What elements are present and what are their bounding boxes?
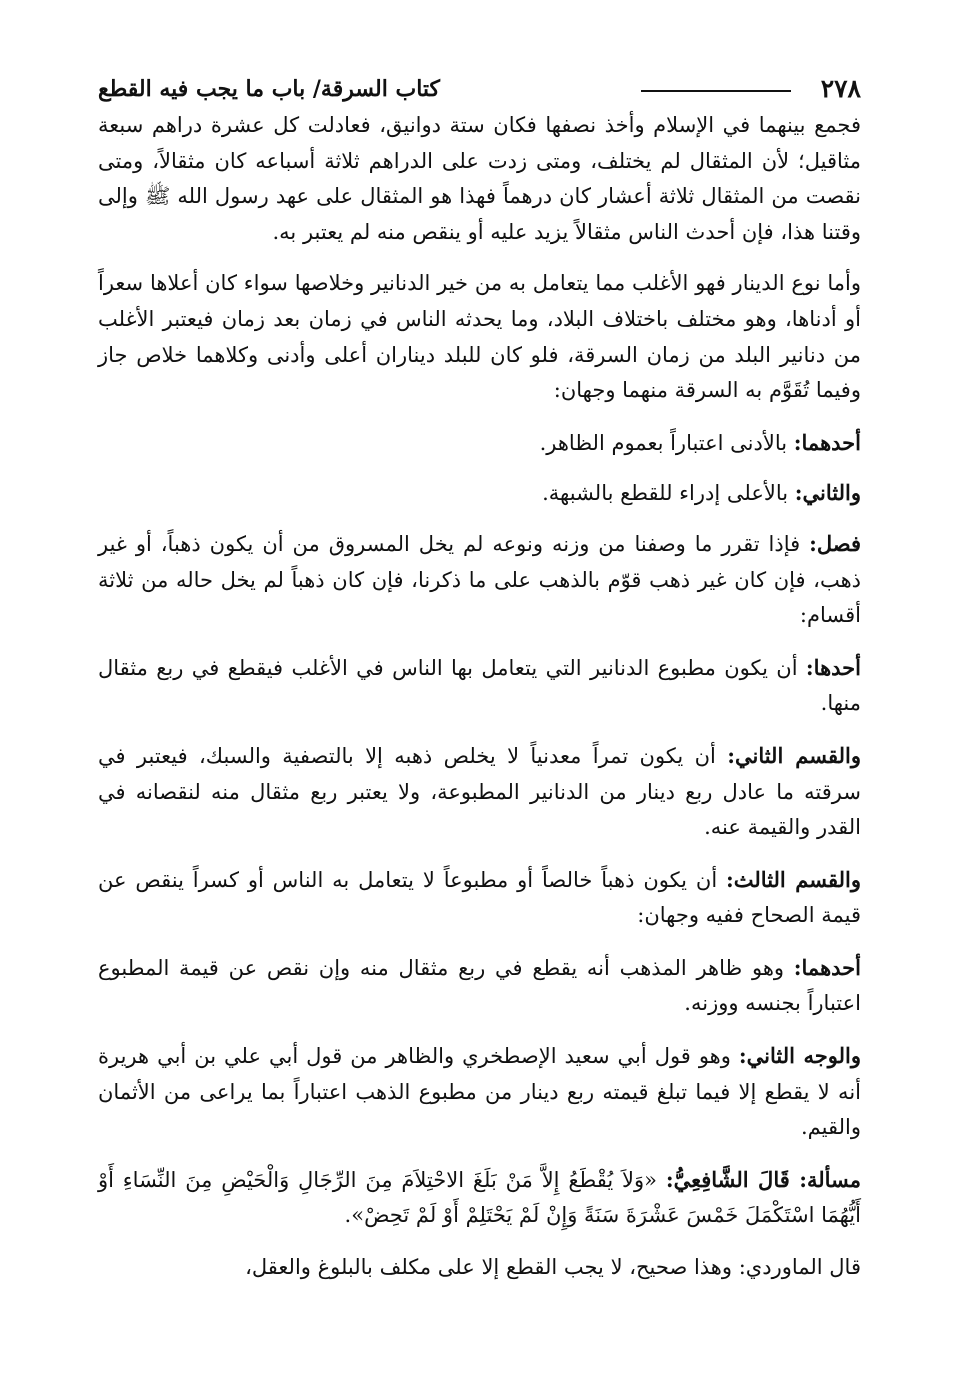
paragraph-9 [98,950,861,1022]
paragraph-lead: مسألة: قَالَ الشَّافِعِيُّ: [665,1166,861,1192]
paragraph-text: فجمع بينهما في الإسلام وأخذ نصفها فكان ستة دوانيق، فعادلت كل عشرة دراهم سبعة مثاقيل؛ لأن المثقال لم يختلف، ومتى زدت على الدراهم ثلاثة أسباعه كان مثقالاً، ومتى نقصت من المثقال ثلاثة أعشار كان درهماً فهذا هو المثقال على عهد رسول الله ﷺ وإلى وقتنا هذا، فإن أحدث الناس مثقالاً يزيد عليه أو ينقص منه لم يعتبر به. [98,113,861,244]
paragraph-6 [98,650,861,722]
paragraph-lead: أحدهما: [793,954,861,980]
paragraph-lead: والقسم الثالث: [726,866,861,892]
paragraph-text: وأما نوع الدينار فهو الأغلب مما يتعامل به من خير الدنانير وخلاصها سواء كان أعلاها سعراً أو أدناها، وهو مختلف باختلاف البلاد، وما يحدثه الناس في زمان بعد زمان فيعتبر الأغلب من دنانير البلد من زمان السرقة، فلو كان للبلد ديناران أعلى وأدنى وكلاهما خلاص جاز وفيما تُقَوَّم به السرقة منهما وجهان: [98,271,861,403]
paragraph-12 [98,1250,861,1286]
paragraph-text: أن يكون ذهباً خالصاً أو مطبوعاً لا يتعامل به الناس أو كسراً ينقص عن قيمة الصحاح ففيه وجهان: [98,867,861,928]
paragraph-3 [98,425,861,462]
paragraph-lead: والثاني: [794,480,861,506]
paragraph-10 [98,1038,861,1146]
page-number: ٢٧٨ [820,74,861,103]
paragraph-text: أن يكون تمراً معدنياً لا يخلص ذهبه إلا بالتصفية والسبك، فيعتبر في سرقته ما عادل ربع دينار من الدنانير المطبوعة، ولا يعتبر ربع مثقال منه لنقصانه في القدر والقيمة عنه. [98,743,861,840]
paragraph-5 [98,526,861,634]
paragraph-1 [98,108,861,250]
header-rule [641,90,791,92]
paragraph-lead: فصل: [809,530,861,556]
paragraph-text: وهو ظاهر المذهب أنه يقطع في ربع مثقال منه وإن نقص عن قيمة المطبوع اعتباراً بجنسه ووزنه. [98,955,861,1016]
paragraph-text: بالأدنى اعتباراً بعموم الظاهر. [539,430,794,455]
running-title: كتاب السرقة/ باب ما يجب فيه القطع [98,76,441,102]
paragraph-lead: أحدهما: [793,429,861,455]
paragraph-11 [98,1162,861,1234]
paragraph-text: فإذا تقرر ما وصفنا من وزنه ونوعه لم يخل المسروق من أن يكون ذهباً، أو غير ذهب، فإن كان غير ذهب قوّم بالذهب على ما ذكرنا، فإن كان ذهباً لم يخل حاله من ثلاثة أقسام: [98,531,861,628]
paragraph-lead: والوجه الثاني: [738,1043,861,1069]
paragraph-4 [98,475,861,512]
paragraph-lead: أحدها: [805,654,861,680]
paragraph-text: بالأعلى إدراء للقطع بالشبهة. [542,481,795,506]
paragraph-text: وهو قول أبي سعيد الإصطخري والظاهر من قول أبي علي بن أبي هريرة أنه لا يقطع إلا فيما تبلغ قيمته ربع دينار من مطبوع الذهب اعتباراً بما يراعى من الأثمان والقيم. [98,1044,861,1140]
paragraph-text: «وَلاَ يُقْطَعُ إِلاَّ مَنْ بَلَغَ الاحْتِلاَمَ مِنَ الرِّجَالِ وَالْحَيْضِ مِنَ النِّسَاءِ أَوْ أَيُّهُمَا اسْتَكْمَلَ خَمْسَ عَشْرَةَ سَنَةً وَإِنْ لَمْ يَحْتَلِمْ أَوْ لَمْ تَحِضْ». [98,1167,861,1228]
paragraph-8 [98,862,861,934]
page-header [98,72,861,112]
paragraph-2 [98,266,861,408]
paragraph-text: قال الماوردي: وهذا صحيح، لا يجب القطع إلا على مكلف بالبلوغ والعقل، [245,1255,861,1280]
paragraph-lead: والقسم الثاني: [727,742,861,768]
paragraph-7 [98,738,861,846]
body-text [98,108,861,1286]
paragraph-text: أن يكون مطبوع الدنانير التي يتعامل بها الناس في الأغلب فيقطع في ربع مثقال منها. [98,655,861,716]
